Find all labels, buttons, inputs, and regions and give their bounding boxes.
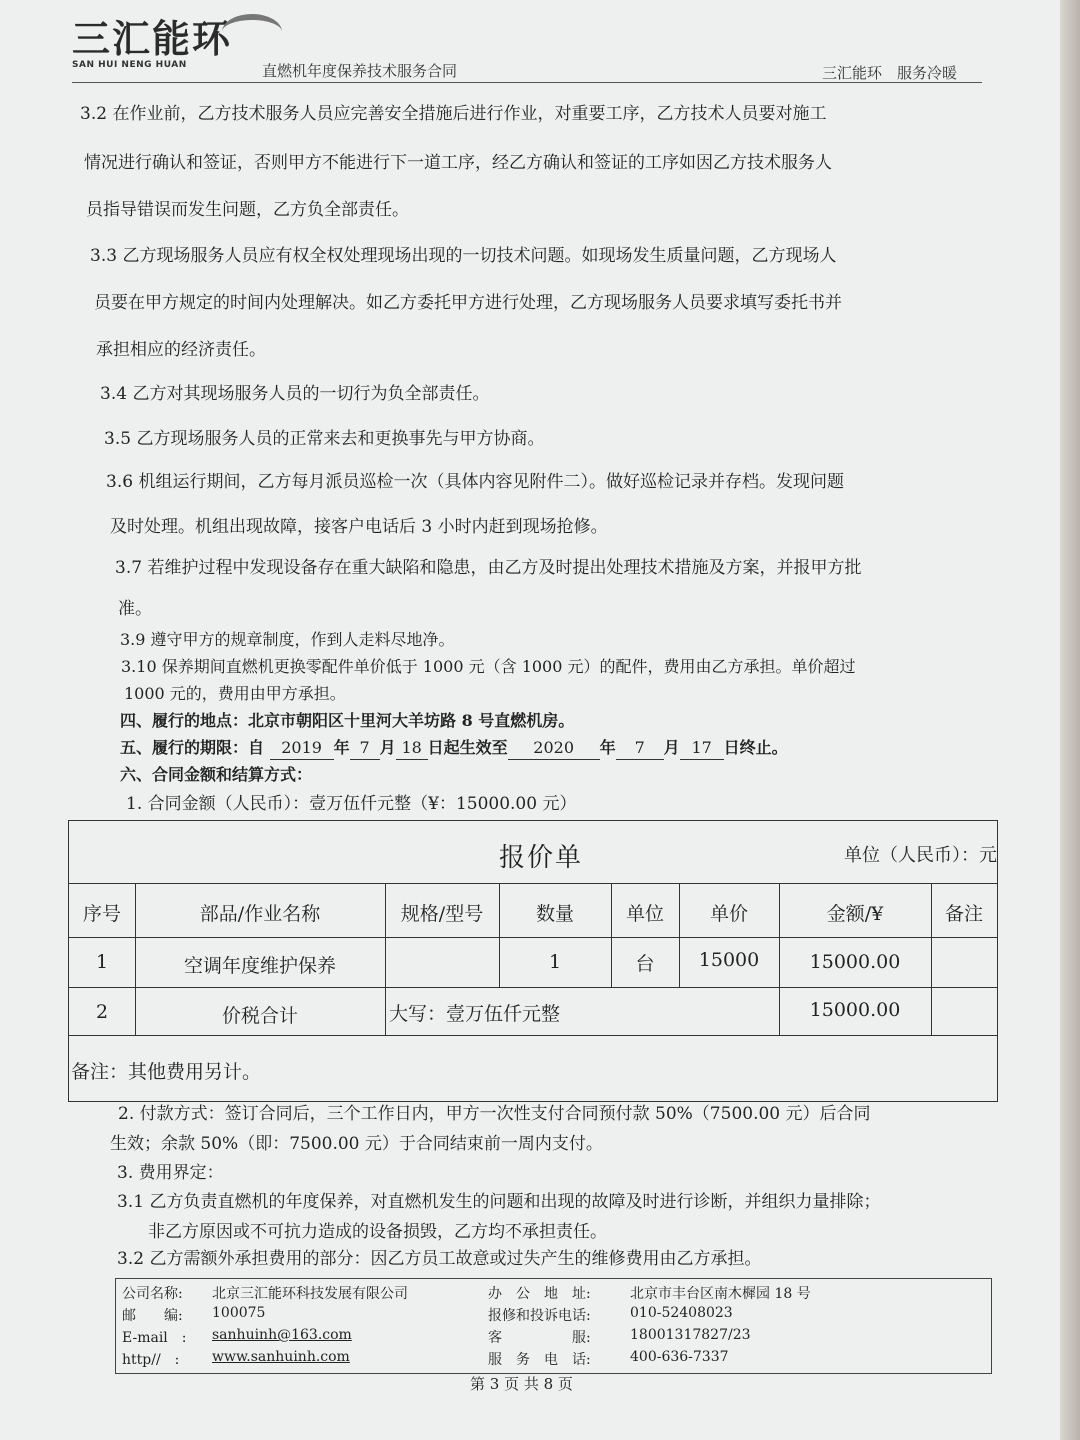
clause-3-4: 3.4 乙方对其现场服务人员的一切行为负全部责任。 bbox=[100, 384, 490, 404]
header-item-name: 部品/作业名称 bbox=[199, 903, 321, 925]
header-price: 单价 bbox=[709, 903, 748, 925]
clause-3-2-line-1: 3.2 在作业前，乙方技术服务人员应完善安全措施后进行作业，对重要工序，乙方技术人员要对施工 bbox=[80, 104, 827, 124]
quote-remark: 备注：其他费用另计。 bbox=[71, 1061, 262, 1083]
zip-code: 100075 bbox=[212, 1305, 266, 1321]
term-suffix: 日终止。 bbox=[723, 738, 788, 757]
company-logo bbox=[72, 18, 232, 70]
clause-3-7-line-2: 准。 bbox=[118, 599, 152, 619]
address-label: 办 公 地 址: bbox=[488, 1286, 591, 1302]
term-end-month: 7 bbox=[616, 737, 664, 760]
company-info-footer bbox=[115, 1278, 992, 1374]
repair-phone-label: 报修和投诉电话: bbox=[488, 1308, 591, 1324]
term-year-label: 年 bbox=[333, 738, 350, 757]
row-divider bbox=[69, 883, 997, 884]
zip-label: 邮 编: bbox=[122, 1308, 183, 1324]
term-month-label-2: 月 bbox=[663, 738, 680, 757]
quote-unit: 单位（人民币）：元 bbox=[844, 845, 997, 866]
term-year-label-2: 年 bbox=[599, 738, 616, 757]
header-slogan: 三汇能环 服务冷暖 bbox=[822, 64, 958, 82]
header-note: 备注 bbox=[944, 903, 983, 925]
logo-swoosh-icon bbox=[222, 14, 282, 50]
term-month-label: 月 bbox=[379, 738, 396, 757]
quote-table bbox=[68, 820, 998, 1102]
term-prefix: 五、履行的期限：自 bbox=[120, 738, 265, 757]
section-4-location: 四、履行的地点：北京市朝阳区十里河大羊坊路 8 号直燃机房。 bbox=[120, 711, 575, 730]
clause-3-10-line-1: 3.10 保养期间直燃机更换零配件单价低于 1000 元（含 1000 元）的配件，费用由乙方承担。单价超过 bbox=[121, 657, 856, 676]
header-spec: 规格/型号 bbox=[400, 903, 484, 925]
fee-clause-3-1-line-2: 非乙方原因或不可抗力造成的设备损毁，乙方均不承担责任。 bbox=[148, 1222, 607, 1242]
row2-amount: 15000.00 bbox=[809, 999, 901, 1021]
fee-clause-3-2: 3.2 乙方需额外承担费用的部分：因乙方员工故意或过失产生的维修费用由乙方承担。 bbox=[117, 1249, 762, 1269]
company-name-label: 公司名称: bbox=[122, 1286, 183, 1302]
email-link[interactable]: sanhuinh@163.com bbox=[212, 1327, 352, 1343]
header-amount: 金额/¥ bbox=[826, 903, 884, 925]
term-start-year: 2019 bbox=[270, 737, 334, 760]
row1-name: 空调年度维护保养 bbox=[183, 955, 336, 977]
term-end-day: 17 bbox=[680, 737, 724, 760]
section-5-term bbox=[120, 737, 788, 760]
term-mid: 日起生效至 bbox=[427, 738, 508, 757]
logo-text: 三汇能环 bbox=[72, 17, 233, 61]
clause-3-3-line-3: 承担相应的经济责任。 bbox=[96, 340, 266, 360]
email-label: E-mail : bbox=[122, 1330, 187, 1346]
customer-service-phone: 18001317827/23 bbox=[630, 1327, 751, 1343]
row-divider bbox=[69, 1035, 997, 1036]
logo-subtext: SAN HUI NENG HUAN bbox=[72, 60, 187, 70]
row1-no: 1 bbox=[95, 951, 109, 973]
fee-definition-title: 3. 费用界定： bbox=[117, 1163, 224, 1183]
quote-title: 报价单 bbox=[499, 843, 584, 873]
header-no: 序号 bbox=[82, 903, 121, 925]
fee-clause-3-1-line-1: 3.1 乙方负责直燃机的年度保养，对直燃机发生的问题和出现的故障及时进行诊断，并组织力量排除； bbox=[117, 1192, 881, 1212]
row1-price: 15000 bbox=[698, 949, 760, 971]
header-title: 直燃机年度保养技术服务合同 bbox=[262, 62, 458, 80]
header-unit: 单位 bbox=[625, 903, 664, 925]
company-name: 北京三汇能环科技发展有限公司 bbox=[212, 1286, 408, 1302]
term-end-year: 2020 bbox=[508, 737, 600, 760]
repair-phone: 010-52408023 bbox=[630, 1305, 733, 1321]
service-phone-label: 服 务 电 话: bbox=[488, 1352, 591, 1368]
term-start-day: 18 bbox=[396, 737, 428, 760]
page-edge bbox=[1060, 0, 1080, 1440]
clause-3-2-line-2: 情况进行确认和签证，否则甲方不能进行下一道工序，经乙方确认和签证的工序如因乙方技术服务人 bbox=[84, 153, 832, 173]
payment-line-2: 生效；余款 50%（即：7500.00 元）于合同结束前一周内支付。 bbox=[110, 1134, 603, 1154]
clause-3-3-line-2: 员要在甲方规定的时间内处理解决。如乙方委托甲方进行处理，乙方现场服务人员要求填写委托书并 bbox=[94, 293, 842, 313]
clause-3-6-line-2: 及时处理。机组出现故障，接客户电话后 3 小时内赶到现场抢修。 bbox=[110, 517, 608, 537]
website-link[interactable]: www.sanhuinh.com bbox=[212, 1349, 350, 1365]
row1-amount: 15000.00 bbox=[809, 951, 901, 973]
row2-amount-in-words: 大写：壹万伍仟元整 bbox=[389, 1003, 561, 1025]
website-label: http// : bbox=[122, 1352, 180, 1368]
contract-amount: 1. 合同金额（人民币）：壹万伍仟元整（¥：15000.00 元） bbox=[126, 794, 577, 814]
office-address: 北京市丰台区南木樨园 18 号 bbox=[630, 1286, 811, 1302]
header-divider bbox=[72, 82, 982, 83]
page-number: 第 3 页 共 8 页 bbox=[470, 1375, 573, 1393]
row2-name: 价税合计 bbox=[221, 1005, 298, 1027]
row1-unit: 台 bbox=[635, 953, 655, 975]
customer-service-label: 客 服: bbox=[488, 1330, 591, 1346]
clause-3-10-line-2: 1000 元的，费用由甲方承担。 bbox=[124, 684, 346, 703]
clause-3-2-line-3: 员指导错误而发生问题，乙方负全部责任。 bbox=[86, 200, 409, 220]
clause-3-5: 3.5 乙方现场服务人员的正常来去和更换事先与甲方协商。 bbox=[104, 429, 545, 449]
section-6-title: 六、合同金额和结算方式： bbox=[120, 765, 313, 784]
payment-line-1: 2. 付款方式：签订合同后，三个工作日内，甲方一次性支付合同预付款 50%（7500.00 元）后合同 bbox=[118, 1104, 871, 1124]
clause-3-7-line-1: 3.7 若维护过程中发现设备存在重大缺陷和隐患，由乙方及时提出处理技术措施及方案，并报甲方批 bbox=[115, 558, 862, 578]
row-divider bbox=[69, 937, 997, 938]
row-divider bbox=[69, 987, 997, 988]
service-phone: 400-636-7337 bbox=[630, 1349, 729, 1365]
clause-3-3-line-1: 3.3 乙方现场服务人员应有权全权处理现场出现的一切技术问题。如现场发生质量问题，乙方现场人 bbox=[90, 246, 837, 266]
clause-3-9: 3.9 遵守甲方的规章制度，作到人走料尽地净。 bbox=[120, 630, 455, 649]
clause-3-6-line-1: 3.6 机组运行期间，乙方每月派员巡检一次（具体内容见附件二）。做好巡检记录并存档。发现问题 bbox=[106, 472, 844, 492]
term-start-month: 7 bbox=[350, 737, 380, 760]
header-qty: 数量 bbox=[535, 903, 574, 925]
row1-qty: 1 bbox=[548, 951, 562, 973]
row2-no: 2 bbox=[95, 1001, 109, 1023]
